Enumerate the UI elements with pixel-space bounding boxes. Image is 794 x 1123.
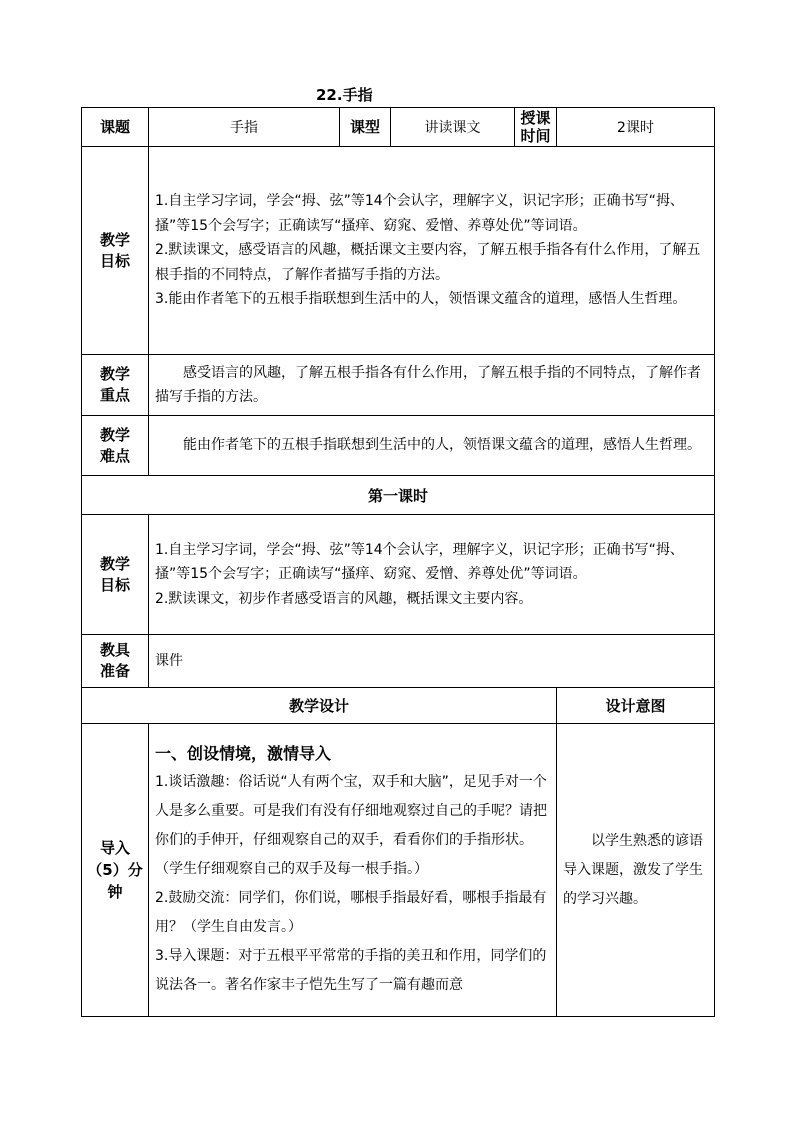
tools-row [82, 635, 715, 688]
type-label: 课型 [340, 108, 391, 147]
goals-content [149, 147, 715, 355]
first-lesson-goals-label [82, 515, 149, 635]
goal-item: 1.自主学习字词，学会“拇、弦”等14个会认字，理解字义，识记字形；正确书写“拇、搔”等15个会写字；正确读写“搔痒、窈窕、爱憎、养尊处优”等词语。 [155, 193, 684, 234]
topic-value: 手指 [149, 108, 340, 147]
difficulties-row [82, 416, 715, 476]
stage-label-line-1: 导入 [99, 839, 130, 857]
design-step: 3.导入课题：对于五根平平常常的手指的美丑和作用，同学们的说法各一。著名作家丰子恺先生写了一篇有趣而意 [155, 948, 547, 993]
type-value: 讲读课文 [391, 108, 515, 147]
goal-item: 3.能由作者笔下的五根手指联想到生活中的人，领悟课文蕴含的道理，感悟人生哲理。 [155, 291, 687, 308]
first-lesson-title: 第一课时 [82, 476, 715, 515]
time-value: 2课时 [557, 108, 715, 147]
stage-label [82, 724, 149, 1017]
topic-label: 课题 [82, 108, 149, 147]
difficulties-content: 能由作者笔下的五根手指联想到生活中的人，领悟课文蕴含的道理，感悟人生哲理。 [149, 416, 715, 476]
difficulties-label-line-1: 教学 [99, 425, 130, 444]
key-points-label [82, 355, 149, 416]
first-lesson-row [82, 476, 715, 515]
key-points-label-line-2: 重点 [99, 386, 130, 404]
intent-content: 以学生熟悉的谚语导入课题，激发了学生的学习兴趣。 [557, 724, 715, 1017]
design-content [149, 724, 557, 1017]
goals-label-line-1: 教学 [99, 230, 130, 249]
design-header-row [82, 688, 715, 724]
goals-row [82, 147, 715, 355]
goals-label [82, 147, 149, 355]
header-row [82, 108, 715, 147]
time-label [515, 108, 557, 147]
tools-label [82, 635, 149, 688]
stage-label-line-2: （5）分 [87, 861, 143, 879]
intent-header: 设计意图 [557, 688, 715, 724]
tools-content: 课件 [149, 635, 715, 688]
section-heading: 一、创设情境，激情导入 [155, 744, 332, 763]
key-points-content: 感受语言的风趣，了解五根手指各有什么作用，了解五根手指的不同特点，了解作者描写手指的方法。 [149, 355, 715, 416]
first-lesson-goals-content [149, 515, 715, 635]
goal-item: 2.默读课文，感受语言的风趣，概括课文主要内容，了解五根手指各有什么作用，了解五根手指的不同特点，了解作者描写手指的方法。 [155, 242, 701, 283]
design-header: 教学设计 [82, 688, 557, 724]
document-title: 22.手指 [316, 86, 373, 104]
first-lesson-goal-item: 2.默读课文，初步作者感受语言的风趣，概括课文主要内容。 [155, 590, 533, 607]
tools-label-line-2: 准备 [99, 662, 130, 680]
design-step: 1.谈话激趣：俗话说“人有两个宝，双手和大脑”，足见手对一个人是多么重要。可是我们有没有仔细地观察过自己的手呢？请把你们的手伸开，仔细观察自己的双手，看看你们的手指形状。（学生仔细观察自己的双手及每一根手指。） [155, 774, 547, 877]
intro-stage-row [82, 724, 715, 1017]
first-lesson-goal-item: 1.自主学习字词，学会“拇、弦”等14个会认字，理解字义，识记字形；正确书写“拇、搔”等15个会写字；正确读写“搔痒、窈窕、爱憎、养尊处优”等词语。 [155, 541, 684, 583]
key-points-row [82, 355, 715, 416]
first-lesson-goals-label-line-1: 教学 [99, 554, 130, 573]
difficulties-label [82, 416, 149, 476]
time-label-line-1: 授课 [520, 109, 551, 127]
design-step: 2.鼓励交流：同学们，你们说，哪根手指最好看，哪根手指最有用？（学生自由发言。） [155, 890, 547, 935]
tools-label-line-1: 教具 [99, 641, 130, 659]
lesson-plan-table [81, 107, 715, 1017]
time-label-line-2: 时间 [520, 127, 551, 145]
difficulties-label-line-2: 难点 [99, 446, 130, 465]
first-lesson-goals-label-line-2: 目标 [99, 575, 130, 594]
first-lesson-goals-row [82, 515, 715, 635]
stage-label-line-3: 钟 [107, 883, 123, 901]
key-points-label-line-1: 教学 [99, 365, 130, 383]
goals-label-line-2: 目标 [99, 251, 130, 270]
